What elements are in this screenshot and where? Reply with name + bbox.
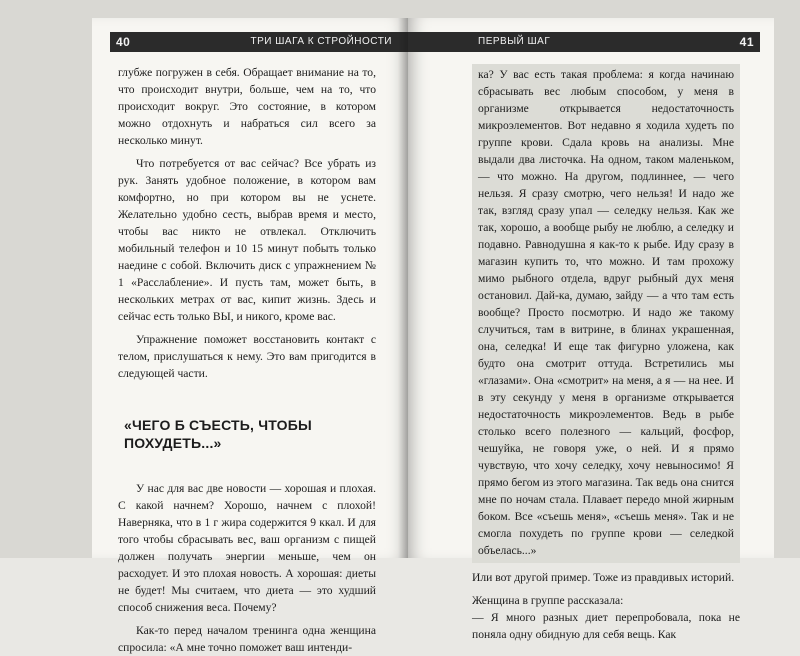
left-page-number: 40 xyxy=(116,35,131,49)
right-page-text xyxy=(472,64,740,643)
paragraph: Упражнение поможет восстановить контакт с телом, прислушаться к нему. Это вам пригодится в следующей части. xyxy=(118,333,376,380)
paragraphs-after-quote xyxy=(472,569,740,643)
paragraph: — Я много разных диет перепробовала, пока не поняла одну обидную для себя вещь. Как xyxy=(472,611,740,641)
paragraph: Что потребуется от вас сейчас? Все убрать из рук. Занять удобное положение, в котором вам комфортно, но при котором вы не уснете. Желательно удобно сесть, выбрав время и место, чтобы вас никто не отвлекал. Отключить мобильный телефон и 10 15 минут побыть только наедине с собой. Включить диск с упражнением № 1 «Расслабление». И пусть там, может быть, в нескольких метрах от вас, кипит жизнь. Здесь и сейчас есть только ВЫ, и никого, кроме вас. xyxy=(118,157,376,323)
left-page-text xyxy=(118,64,376,656)
right-page xyxy=(408,18,774,641)
highlighted-quote: ка? У вас есть такая проблема: я когда начинаю сбрасывать вес любым способом, у меня в организме открывается недостаточность микроэлементов. Вот недавно я ходила худеть по группе крови. Сдала кровь на анализы. Мне выдали два листочка. На одном, таком маленьком, — что можно. На другом, подлиннее, — чего нельзя. Я сразу смотрю, чего нельзя! И надо же так, взгляд сразу упал — селедку нельзя. Как же так, хорошо, а вообще рыбу не люблю, а селедку и подавно. Равнодушна я как-то к рыбе. Иду сразу в магазин купить то, что можно. И там прохожу мимо рыбного отдела, вдруг рыбный дух меня остановил. Дай-ка, думаю, зайду — а что там есть вообще? Просто посмотрю. И надо же такому случиться, там в витрине, в блинах украшенная, она, селедка! И еще так фигурно уложена, как будто она смотрит оттуда. Встретились мы «глазами». Она «смотрит» на меня, а я — на нее. И в эту секунду у меня в организме открывается недостаточность микроэлементов. Ведь в рыбе столько всего полезного — кальций, фосфор, чешуйка, не говоря уже, о ней. И я прямо чувствую, что хочу селедку, хочу невыносимо! Я прямо бегом из этого магазина. Так ведь она снится мне по ночам стала. Плавает передо мной жирным боком. Все «съешь меня», «съешь меня». Так и не смогла похудеть по группе крови — селедкой объелась...» xyxy=(472,64,740,563)
right-running-title: ПЕРВЫЙ ШАГ xyxy=(478,36,551,47)
left-running-title: ТРИ ШАГА К СТРОЙНОСТИ xyxy=(250,36,392,47)
paragraph: Или вот другой пример. Тоже из правдивых историй. xyxy=(472,571,735,584)
section-heading: «ЧЕГО Б СЪЕСТЬ, ЧТОБЫ ПОХУДЕТЬ...» xyxy=(124,417,312,451)
paragraph: У нас для вас две новости — хорошая и плохая. С какой начнем? Хорошо, начнем с плохой! Наверняка, что в 1 г жира содержится 9 ккал. И для того чтобы сбрасывать вес, ваш организм с пищей должен получать энергии меньше, чем он расходует. И это плохая новость. А хорошая: диеты не будет! Мы считаем, что диета — это худший способ снижения веса. Почему? xyxy=(118,482,376,614)
paragraph: глубже погружен в себя. Обращает внимание на то, что происходит внутри, больше, чем на то, что происходит вокруг. Это состояние, в котором можно отдохнуть и набраться сил всего за несколько минут. xyxy=(118,66,376,147)
paragraph: Женщина в группе рассказала: xyxy=(472,594,624,607)
right-page-header xyxy=(408,32,760,52)
left-page xyxy=(92,18,408,654)
left-page-header xyxy=(110,32,408,52)
paragraph: Как-то перед началом тренинга одна женщина спросила: «А мне точно поможет ваш интенди- xyxy=(118,624,376,654)
right-page-number: 41 xyxy=(739,35,754,49)
